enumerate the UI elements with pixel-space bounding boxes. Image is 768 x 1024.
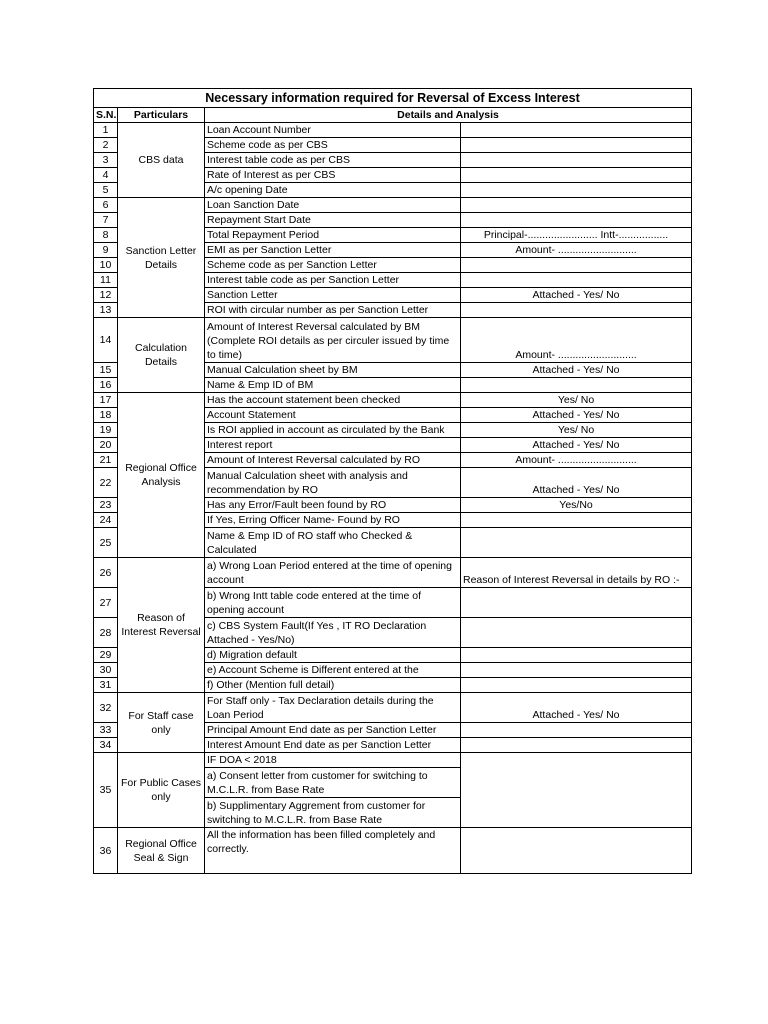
row-description: Has any Error/Fault been found by RO	[205, 498, 461, 513]
row-sn: 5	[94, 183, 118, 198]
group-sanction-letter-details: Sanction Letter Details	[118, 198, 205, 318]
header-details: Details and Analysis	[205, 108, 692, 123]
row-value[interactable]: Yes/ No	[461, 423, 692, 438]
row-description: d) Migration default	[205, 648, 461, 663]
row-sn: 24	[94, 513, 118, 528]
row-description: ROI with circular number as per Sanction Letter	[205, 303, 461, 318]
row-value[interactable]	[461, 153, 692, 168]
header-particulars: Particulars	[118, 108, 205, 123]
row-sn: 22	[94, 468, 118, 498]
row-description: If Yes, Erring Officer Name- Found by RO	[205, 513, 461, 528]
row-description: b) Wrong Intt table code entered at the time of opening account	[205, 588, 461, 618]
row-description: Interest report	[205, 438, 461, 453]
row-description: Loan Account Number	[205, 123, 461, 138]
row-sn: 2	[94, 138, 118, 153]
row-description: f) Other (Mention full detail)	[205, 678, 461, 693]
row-value[interactable]	[461, 303, 692, 318]
row-sn: 14	[94, 318, 118, 363]
row-sn: 35	[94, 753, 118, 828]
row-value[interactable]	[461, 198, 692, 213]
group-regional-office-analysis: Regional Office Analysis	[118, 393, 205, 558]
row-description: Manual Calculation sheet with analysis and recommendation by RO	[205, 468, 461, 498]
row-description: A/c opening Date	[205, 183, 461, 198]
row-sn: 4	[94, 168, 118, 183]
row-sn: 10	[94, 258, 118, 273]
row-description: Is ROI applied in account as circulated by the Bank	[205, 423, 461, 438]
row-sn: 36	[94, 828, 118, 874]
row-value[interactable]: Attached - Yes/ No	[461, 288, 692, 303]
row-description: Interest Amount End date as per Sanction Letter	[205, 738, 461, 753]
seal-sign-field[interactable]	[461, 828, 692, 874]
row-value[interactable]	[461, 378, 692, 393]
row-description: For Staff only - Tax Declaration details during the Loan Period	[205, 693, 461, 723]
row-description: All the information has been filled completely and correctly.	[205, 828, 461, 874]
row-sn: 21	[94, 453, 118, 468]
row-value[interactable]: Attached - Yes/ No	[461, 693, 692, 723]
row-description: e) Account Scheme is Different entered at the	[205, 663, 461, 678]
form-title: Necessary information required for Reversal of Excess Interest	[94, 89, 692, 108]
row-sn: 17	[94, 393, 118, 408]
row-value[interactable]	[461, 723, 692, 738]
row-description: EMI as per Sanction Letter	[205, 243, 461, 258]
info-table	[93, 88, 692, 874]
row-description: Rate of Interest as per CBS	[205, 168, 461, 183]
row-description: IF DOA < 2018	[205, 753, 461, 768]
row-description: a) Wrong Loan Period entered at the time of opening account	[205, 558, 461, 588]
row-sn: 8	[94, 228, 118, 243]
row-value[interactable]	[461, 138, 692, 153]
row-sn: 26	[94, 558, 118, 588]
row-value[interactable]	[461, 213, 692, 228]
row-description: Name & Emp ID of RO staff who Checked & Calculated	[205, 528, 461, 558]
row-description: Sanction Letter	[205, 288, 461, 303]
row-sn: 27	[94, 588, 118, 618]
row-value[interactable]	[461, 678, 692, 693]
row-description: a) Consent letter from customer for switching to M.C.L.R. from Base Rate	[205, 768, 461, 798]
row-sn: 3	[94, 153, 118, 168]
row-value[interactable]: Attached - Yes/ No	[461, 408, 692, 423]
header-sn: S.N.	[94, 108, 118, 123]
row-value[interactable]	[461, 123, 692, 138]
row-sn: 15	[94, 363, 118, 378]
row-sn: 13	[94, 303, 118, 318]
row-description: Account Statement	[205, 408, 461, 423]
row-value[interactable]: Attached - Yes/ No	[461, 438, 692, 453]
row-value[interactable]	[461, 168, 692, 183]
row-description: Loan Sanction Date	[205, 198, 461, 213]
row-value[interactable]: Amount- ...........................	[461, 453, 692, 468]
group-reason-of-interest-reversal: Reason of Interest Reversal	[118, 558, 205, 693]
row-value[interactable]: Attached - Yes/ No	[461, 363, 692, 378]
row-description: Interest table code as per Sanction Letter	[205, 273, 461, 288]
row-sn: 25	[94, 528, 118, 558]
row-value[interactable]	[461, 618, 692, 648]
row-sn: 19	[94, 423, 118, 438]
row-value[interactable]: Amount- ...........................	[461, 318, 692, 363]
row-description: Total Repayment Period	[205, 228, 461, 243]
row-value[interactable]	[461, 528, 692, 558]
group-for-public-cases-only: For Public Cases only	[118, 753, 205, 828]
row-sn: 32	[94, 693, 118, 723]
row-value[interactable]	[461, 273, 692, 288]
row-value[interactable]: Principal-........................ Intt-.................	[461, 228, 692, 243]
row-value[interactable]: Amount- ...........................	[461, 243, 692, 258]
row-description: b) Supplimentary Aggrement from customer for switching to M.C.L.R. from Base Rate	[205, 798, 461, 828]
reason-details-field[interactable]: Reason of Interest Reversal in details by RO :-	[461, 558, 692, 588]
row-value[interactable]: Attached - Yes/ No	[461, 468, 692, 498]
row-value[interactable]	[461, 513, 692, 528]
row-value[interactable]	[461, 738, 692, 753]
row-sn: 6	[94, 198, 118, 213]
row-description: Amount of Interest Reversal calculated by RO	[205, 453, 461, 468]
row-sn: 31	[94, 678, 118, 693]
group-cbs-data: CBS data	[118, 123, 205, 198]
row-sn: 34	[94, 738, 118, 753]
row-sn: 1	[94, 123, 118, 138]
row-sn: 30	[94, 663, 118, 678]
row-sn: 28	[94, 618, 118, 648]
group-regional-office-seal-sign: Regional Office Seal & Sign	[118, 828, 205, 874]
row-value[interactable]	[461, 648, 692, 663]
row-value[interactable]	[461, 588, 692, 618]
row-sn: 18	[94, 408, 118, 423]
row-sn: 20	[94, 438, 118, 453]
row-description: Scheme code as per Sanction Letter	[205, 258, 461, 273]
row-description: Manual Calculation sheet by BM	[205, 363, 461, 378]
row-description: Principal Amount End date as per Sanction Letter	[205, 723, 461, 738]
row-value[interactable]	[461, 663, 692, 678]
group-calculation-details: Calculation Details	[118, 318, 205, 393]
row-description: c) CBS System Fault(If Yes , IT RO Declaration Attached - Yes/No)	[205, 618, 461, 648]
row-sn: 16	[94, 378, 118, 393]
row-description: Repayment Start Date	[205, 213, 461, 228]
form-sheet	[93, 88, 691, 874]
row-sn: 11	[94, 273, 118, 288]
row-value[interactable]: Yes/No	[461, 498, 692, 513]
row-description: Scheme code as per CBS	[205, 138, 461, 153]
row-value[interactable]	[461, 258, 692, 273]
row-value[interactable]	[461, 183, 692, 198]
row-description: Has the account statement been checked	[205, 393, 461, 408]
row-sn: 7	[94, 213, 118, 228]
row-sn: 9	[94, 243, 118, 258]
row-description: Amount of Interest Reversal calculated by BM (Complete ROI details as per circuler issued by time to time)	[205, 318, 461, 363]
group-for-staff-case-only: For Staff case only	[118, 693, 205, 753]
row-description: Name & Emp ID of BM	[205, 378, 461, 393]
row-sn: 33	[94, 723, 118, 738]
row-sn: 23	[94, 498, 118, 513]
row-sn: 12	[94, 288, 118, 303]
row-value[interactable]	[461, 753, 692, 828]
row-value[interactable]: Yes/ No	[461, 393, 692, 408]
row-sn: 29	[94, 648, 118, 663]
row-description: Interest table code as per CBS	[205, 153, 461, 168]
